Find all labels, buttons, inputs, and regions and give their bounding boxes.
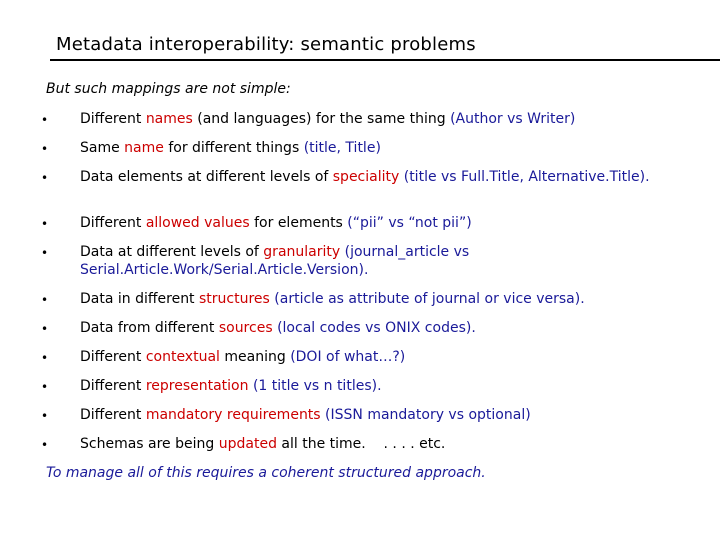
bullet-text [80,110,680,128]
bullet-marker: • [41,171,49,185]
example-text: (local codes vs ONIX codes). [277,320,476,336]
intro-text: But such mappings are not simple: [46,81,291,97]
bullet-segment: for different things [163,140,304,156]
emphasis-term: name [124,140,164,156]
example-text: (DOI of what…?) [290,349,406,365]
example-text: (title vs Full.Title, Alternative.Title). [403,169,650,185]
emphasis-term: structures [199,291,270,307]
bullet-segment: all the time. . . . . etc. [276,436,446,452]
emphasis-term: contextual [145,349,220,365]
bullet-segment: Different [80,378,146,394]
bullet-segment: Same [80,140,125,156]
bullet-text [80,319,680,337]
bullet-marker: • [41,217,49,231]
example-text: (title, Title) [303,140,381,156]
bullet-marker: • [41,409,49,423]
bullet-marker: • [41,322,49,336]
bullet-text [80,406,680,424]
bullet-text [80,348,680,366]
bullet-segment: Different [80,349,146,365]
bullet-marker: • [41,246,49,260]
emphasis-term: updated [218,436,277,452]
bullet-segment: Data elements at different levels of [80,169,333,185]
example-text: (journal_article vs Serial.Article.Work/Serial.Article.Version). [80,244,474,278]
emphasis-term: sources [218,320,273,336]
example-text: (1 title vs n titles). [252,378,382,394]
bullet-segment: Data in different [80,291,199,307]
bullet-text [80,168,680,186]
slide-title: Metadata interoperability: semantic problems [56,34,476,55]
bullet-text [80,435,680,453]
bullet-marker: • [41,293,49,307]
bullet-text [80,290,680,308]
bullet-segment: Different [80,111,146,127]
bullet-marker: • [41,351,49,365]
emphasis-term: allowed values [145,215,250,231]
bullet-segment: for elements [249,215,348,231]
example-text: (ISSN mandatory vs optional) [325,407,531,423]
example-text: (“pii” vs “not pii”) [347,215,472,231]
bullet-segment: meaning [219,349,291,365]
bullet-segment: Different [80,215,146,231]
bullet-text [80,139,680,157]
bullet-marker: • [41,438,49,452]
emphasis-term: mandatory requirements [145,407,321,423]
bullet-segment: Schemas are being [80,436,219,452]
emphasis-term: granularity [263,244,341,260]
bullet-marker: • [41,380,49,394]
bullet-text [80,243,680,279]
emphasis-term: names [145,111,193,127]
bullet-text [80,214,680,232]
bullet-marker: • [41,113,49,127]
bullet-segment: Data at different levels of [80,244,264,260]
emphasis-term: speciality [332,169,400,185]
bullet-text [80,377,680,395]
title-underline [50,59,720,61]
example-text: (Author vs Writer) [450,111,576,127]
example-text: (article as attribute of journal or vice versa). [274,291,585,307]
closing-statement: To manage all of this requires a coherent structured approach. [46,465,486,481]
bullet-segment: (and languages) for the same thing [192,111,451,127]
bullet-marker: • [41,142,49,156]
bullet-segment: Data from different [80,320,219,336]
bullet-segment: Different [80,407,146,423]
emphasis-term: representation [145,378,249,394]
